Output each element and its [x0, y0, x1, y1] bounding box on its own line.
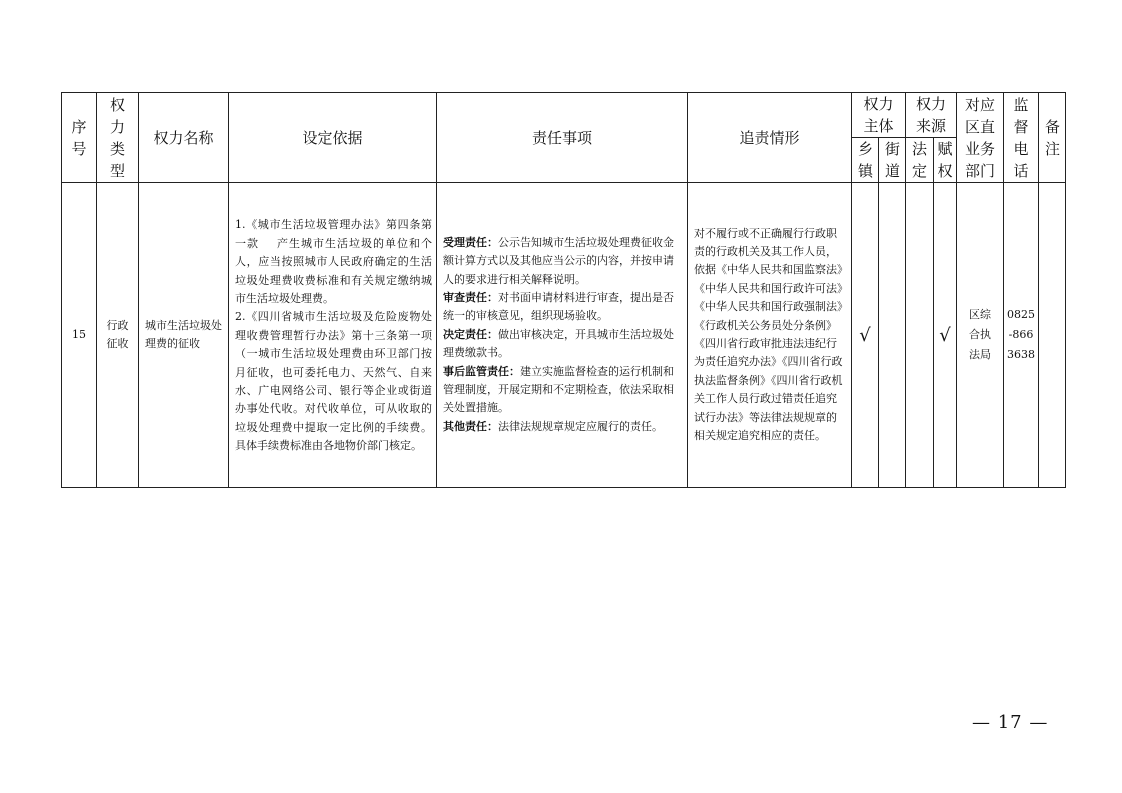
row-power-name: 城市生活垃圾处理费的征收 — [139, 183, 229, 488]
header-row-1 — [62, 93, 1066, 138]
row-responsibility — [437, 183, 688, 488]
row-remark — [1039, 183, 1066, 488]
header-subject-town: 乡镇 — [852, 138, 879, 183]
resp-label: 受理责任： — [443, 235, 498, 249]
row-legal-check — [906, 183, 934, 488]
resp-label: 审查责任： — [443, 290, 498, 304]
row-granted-check: √ — [934, 183, 957, 488]
row-phone: 0825-8663638 — [1004, 183, 1039, 488]
row-power-type: 行政征收 — [97, 183, 139, 488]
header-basis: 设定依据 — [229, 93, 437, 183]
row-basis — [229, 183, 437, 488]
power-list-table — [61, 92, 1066, 488]
row-seq: 15 — [62, 183, 97, 488]
row-town-check: √ — [852, 183, 879, 488]
resp-text: 对书面申请材料进行审查，提出是否统一的审核意见，组织现场验收。 — [443, 290, 674, 323]
basis-item-1: 1.《城市生活垃圾管理办法》第四条第一款 产生城市生活垃圾的单位和个人，应当按照城市人民政府确定的生活垃圾处理费收费标准和有关规定缴纳城市生活垃圾处理费。 — [235, 218, 432, 305]
accountability-text: 对不履行或不正确履行行政职责的行政机关及其工作人员，依据《中华人民共和国监察法》《中华人民共和国行政许可法》《中华人民共和国行政强制法》《行政机关公务员处分条例》《四川省行政审批违法违纪行为责任追究办法》《四川省行政执法监督条例》《四川省行政机关工作人员行政过错责任追究试行办法》等法律法规规章的相关规定追究相应的责任。 — [694, 226, 843, 443]
header-power-subject: 权力主体 — [852, 93, 906, 138]
row-accountability — [688, 183, 852, 488]
resp-label: 其他责任： — [443, 419, 498, 433]
resp-text: 做出审核决定，开具城市生活垃圾处理费缴款书。 — [443, 327, 674, 360]
header-power-source: 权力来源 — [906, 93, 957, 138]
header-dept: 对应区直业务部门 — [957, 93, 1004, 183]
header-power-type: 权力类型 — [97, 93, 139, 183]
resp-text: 法律法规规章规定应履行的责任。 — [498, 419, 663, 433]
resp-label: 事后监管责任： — [443, 364, 520, 378]
header-phone: 监督电话 — [1004, 93, 1039, 183]
table-row — [62, 183, 1066, 488]
header-source-granted: 赋权 — [934, 138, 957, 183]
header-seq: 序号 — [62, 93, 97, 183]
resp-item — [443, 418, 683, 436]
resp-item — [443, 363, 683, 418]
resp-item — [443, 289, 683, 326]
row-street-check — [879, 183, 906, 488]
resp-item — [443, 326, 683, 363]
resp-text: 公示告知城市生活垃圾处理费征收金额计算方式以及其他应当公示的内容，并按申请人的要求进行相关解释说明。 — [443, 235, 674, 286]
page-number: — 17 — — [972, 712, 1049, 733]
header-accountability: 追责情形 — [688, 93, 852, 183]
header-power-name: 权力名称 — [139, 93, 229, 183]
header-remark: 备注 — [1039, 93, 1066, 183]
resp-item — [443, 234, 683, 289]
row-dept: 区综合执法局 — [957, 183, 1004, 488]
resp-label: 决定责任： — [443, 327, 498, 341]
header-source-legal: 法定 — [906, 138, 934, 183]
header-responsibility: 责任事项 — [437, 93, 688, 183]
basis-item-2: 2.《四川省城市生活垃圾及危险废物处理收费管理暂行办法》第十三条第一项 （一城市生活垃圾处理费由环卫部门按月征收，也可委托电力、天然气、自来水、广电网络公司、银行等企业或街道办事处代收。对代收单位，可从收取的垃圾处理费中提取一定比例的手续费。具体手续费标准由各地物价部门核定。 — [235, 310, 439, 453]
header-subject-street: 街道 — [879, 138, 906, 183]
resp-text: 建立实施监督检查的运行机制和管理制度，开展定期和不定期检查，依法采取相关处置措施。 — [443, 364, 674, 415]
